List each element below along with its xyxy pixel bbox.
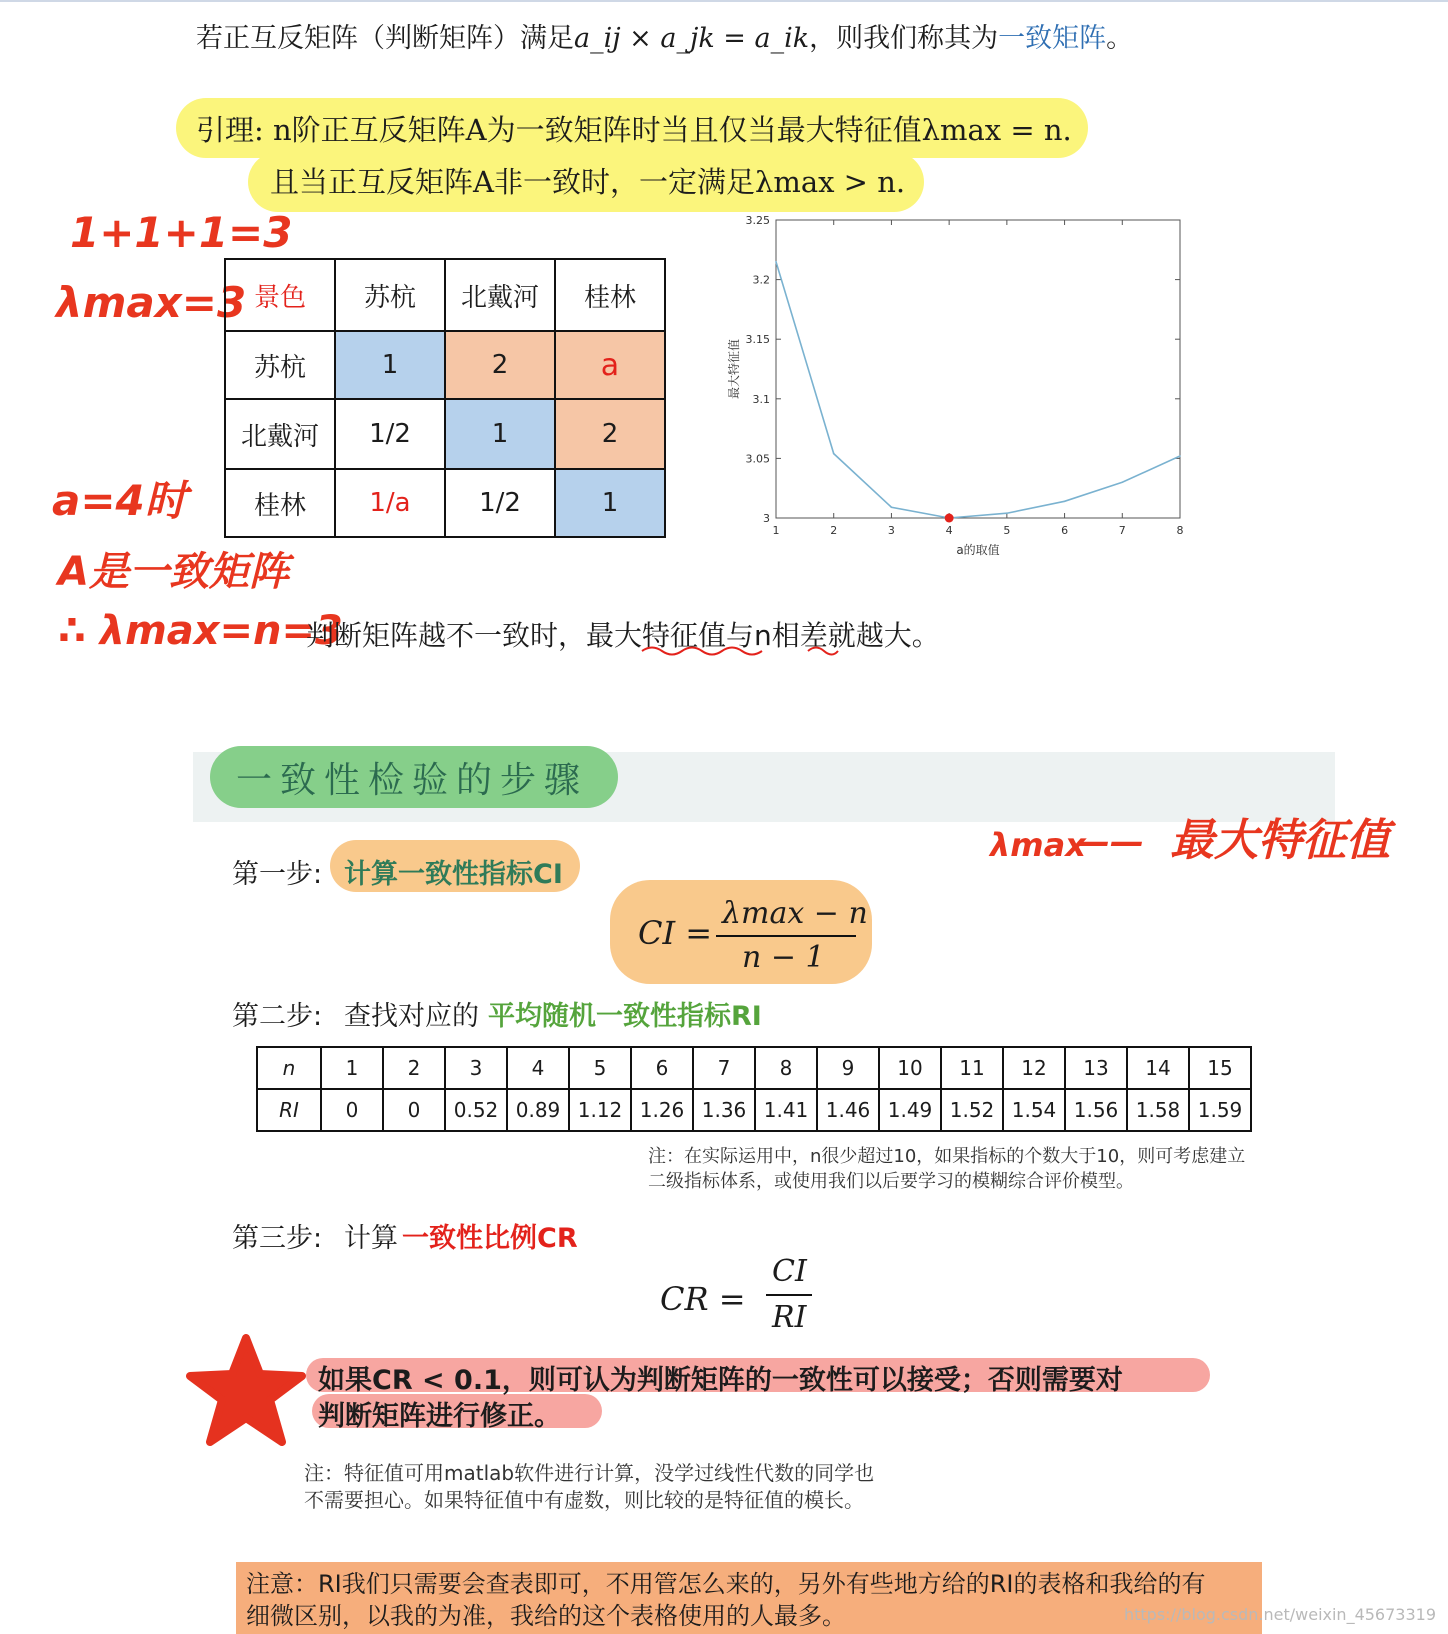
step2-label: 第二步:: [232, 1001, 323, 1032]
step2-text: 平均随机一致性指标RI: [488, 1001, 762, 1032]
intro-formula: a_ij × a_jk = a_ik: [574, 23, 810, 54]
matrix-cell: 1/a: [335, 469, 445, 537]
ri-n-cell: 9: [817, 1047, 879, 1089]
ri-n-cell: 6: [631, 1047, 693, 1089]
intro-middle: ，则我们称其为: [809, 23, 999, 54]
hand-a-consistent: A是一致矩阵: [58, 549, 289, 595]
ci-denominator: n − 1: [742, 940, 825, 975]
y-tick-label: 3.1: [752, 392, 770, 406]
matrix-col-header: 桂林: [555, 259, 665, 331]
hand-therefore: ∴ λmax=n=3: [58, 608, 343, 654]
eigen-note: [304, 1460, 874, 1514]
hand-a4: a=4时: [52, 476, 187, 525]
min-point: [945, 514, 954, 523]
matrix-cell: 1/2: [335, 399, 445, 469]
y-tick-label: 3.05: [745, 452, 770, 466]
intro-line: [196, 16, 1133, 55]
x-tick-label: 7: [1118, 524, 1126, 537]
conclusion-line-2: 判断矩阵进行修正。: [318, 1401, 561, 1432]
y-tick-label: 3.2: [752, 273, 770, 287]
ri-value-cell: 1.41: [755, 1089, 817, 1131]
matrix-cell: 1/2: [445, 469, 555, 537]
hand-sum: 1+1+1=3: [70, 208, 293, 257]
matrix-row-header: 桂林: [225, 469, 335, 537]
x-axis-label: a的取值: [956, 543, 1000, 557]
eigen-note-line-1: 注：特征值可用matlab软件进行计算，没学过线性代数的同学也: [304, 1461, 875, 1485]
cr-denominator: RI: [772, 1300, 807, 1335]
ri-value-cell: 1.26: [631, 1089, 693, 1131]
step3-label: 第三步:: [232, 1223, 323, 1254]
ri-table: [256, 1046, 1252, 1132]
top-border: [0, 0, 1448, 2]
consistency-note: 判断矩阵越不一致时，最大特征值与n相差就越大。: [306, 619, 940, 652]
ci-numerator: λmax − n: [722, 896, 868, 931]
matrix-col-header: 北戴河: [445, 259, 555, 331]
ri-n-cell: 13: [1065, 1047, 1127, 1089]
ri-value-cell: 0.89: [507, 1089, 569, 1131]
intro-end: 。: [1106, 23, 1134, 54]
matrix-cell: 1: [445, 399, 555, 469]
matrix-row-header: 北戴河: [225, 399, 335, 469]
hand-lmax-def-dash: ——: [1076, 822, 1144, 862]
x-tick-label: 8: [1176, 524, 1184, 537]
ri-note-line-1: 注：在实际运用中，n很少超过10，如果指标的个数大于10，则可考虑建立: [648, 1146, 1246, 1167]
ri-value-cell: 1.59: [1189, 1089, 1251, 1131]
conclusion-line-1: 如果CR < 0.1，则可认为判断矩阵的一致性可以接受；否则需要对: [318, 1365, 1123, 1396]
matrix-cell: 2: [445, 331, 555, 399]
step3-prefix: 计算: [344, 1223, 398, 1254]
ri-note-line-2: 二级指标体系，或使用我们以后要学习的模糊综合评价模型。: [648, 1171, 1134, 1192]
intro-before: 若正互反矩阵（判断矩阵）满足: [196, 23, 574, 54]
x-tick-label: 6: [1061, 524, 1069, 537]
y-tick-label: 3.25: [745, 216, 770, 227]
matrix-corner: 景色: [225, 259, 335, 331]
step1-label: 第一步:: [232, 859, 323, 890]
steps-title: 一致性检验的步骤: [236, 760, 589, 801]
series-point: [775, 261, 777, 263]
ri-n-cell: 12: [1003, 1047, 1065, 1089]
ri-value-cell: 1.36: [693, 1089, 755, 1131]
hand-lmax-def-left: λmax: [990, 826, 1086, 864]
ri-value-cell: 1.58: [1127, 1089, 1189, 1131]
matrix-col-header: 苏杭: [335, 259, 445, 331]
ri-n-cell: 10: [879, 1047, 941, 1089]
ri-value-cell: 0: [321, 1089, 383, 1131]
ri-n-cell: 4: [507, 1047, 569, 1089]
matrix-cell: a: [555, 331, 665, 399]
ci-lhs: CI =: [638, 914, 713, 952]
matrix-cell: 1: [555, 469, 665, 537]
series-point: [833, 453, 835, 455]
matrix-row-header: 苏杭: [225, 331, 335, 399]
matrix-cell: 2: [555, 399, 665, 469]
series-point: [1006, 512, 1008, 514]
series-point: [891, 506, 893, 508]
lemma-line-1: 引理: n阶正互反矩阵A为一致矩阵时当且仅当最大特征值λmax = n.: [196, 113, 1072, 147]
bottom-note-line-1: 注意：RI我们只需要会查表即可，不用管怎么来的，另外有些地方给的RI的表格和我给的有: [246, 1570, 1206, 1598]
ri-n-cell: 15: [1189, 1047, 1251, 1089]
y-tick-label: 3: [763, 512, 770, 525]
intro-term: 一致矩阵: [998, 23, 1107, 54]
x-tick-label: 4: [945, 524, 953, 537]
ri-value-cell: 0: [383, 1089, 445, 1131]
cr-fraction-bar: [766, 1294, 812, 1296]
ri-n-cell: 1: [321, 1047, 383, 1089]
cr-lhs: CR =: [660, 1280, 746, 1318]
bottom-note-line-2: 细微区别，以我的为准，我给的这个表格使用的人最多。: [246, 1602, 846, 1630]
judgment-matrix: [224, 258, 666, 538]
hand-lmax-def-right: 最大特征值: [1170, 815, 1390, 866]
ri-n-cell: 11: [941, 1047, 1003, 1089]
ri-value-cell: 1.49: [879, 1089, 941, 1131]
step1-text: 计算一致性指标CI: [344, 859, 563, 890]
eigen-note-line-2: 不需要担心。如果特征值中有虚数，则比较的是特征值的模长。: [304, 1488, 864, 1512]
ri-n-cell: 7: [693, 1047, 755, 1089]
ri-n-cell: 3: [445, 1047, 507, 1089]
red-underline: [640, 644, 840, 658]
matrix-cell: 1: [335, 331, 445, 399]
series-point: [1064, 501, 1066, 503]
series-point: [1179, 455, 1181, 457]
ri-n-cell: 2: [383, 1047, 445, 1089]
x-tick-label: 1: [772, 524, 780, 537]
lemma-line-2: 且当正互反矩阵A非一致时，一定满足λmax > n.: [270, 165, 906, 199]
series-line: [776, 262, 1180, 518]
y-axis-label: 最大特征值: [727, 338, 741, 400]
bottom-note: [246, 1568, 1206, 1632]
ri-n-cell: 8: [755, 1047, 817, 1089]
ri-value-cell: 1.56: [1065, 1089, 1127, 1131]
ri-value-cell: 1.52: [941, 1089, 1003, 1131]
ri-value-cell: 1.54: [1003, 1089, 1065, 1131]
ri-value-cell: 1.12: [569, 1089, 631, 1131]
ci-fraction-bar: [716, 935, 856, 937]
step2-prefix: 查找对应的: [344, 1001, 479, 1032]
x-tick-label: 5: [1003, 524, 1011, 537]
eigenvalue-chart: [724, 216, 1184, 576]
ri-label: RI: [257, 1089, 321, 1131]
step3-text: 一致性比例CR: [402, 1223, 578, 1254]
x-tick-label: 2: [830, 524, 838, 537]
ri-n-cell: 5: [569, 1047, 631, 1089]
x-tick-label: 3: [887, 524, 895, 537]
series-point: [1121, 481, 1123, 483]
cr-numerator: CI: [772, 1254, 807, 1289]
ri-note: [648, 1144, 1245, 1194]
ri-value-cell: 0.52: [445, 1089, 507, 1131]
chart-frame: [776, 220, 1180, 518]
y-tick-label: 3.15: [745, 333, 770, 347]
ri-n-cell: 14: [1127, 1047, 1189, 1089]
hand-lmax: λmax=3: [56, 278, 247, 327]
ri-value-cell: 1.46: [817, 1089, 879, 1131]
watermark: https://blog.csdn.net/weixin_45673319: [1123, 1605, 1436, 1624]
ri-n-label: n: [257, 1047, 321, 1089]
star-icon: [186, 1334, 306, 1446]
